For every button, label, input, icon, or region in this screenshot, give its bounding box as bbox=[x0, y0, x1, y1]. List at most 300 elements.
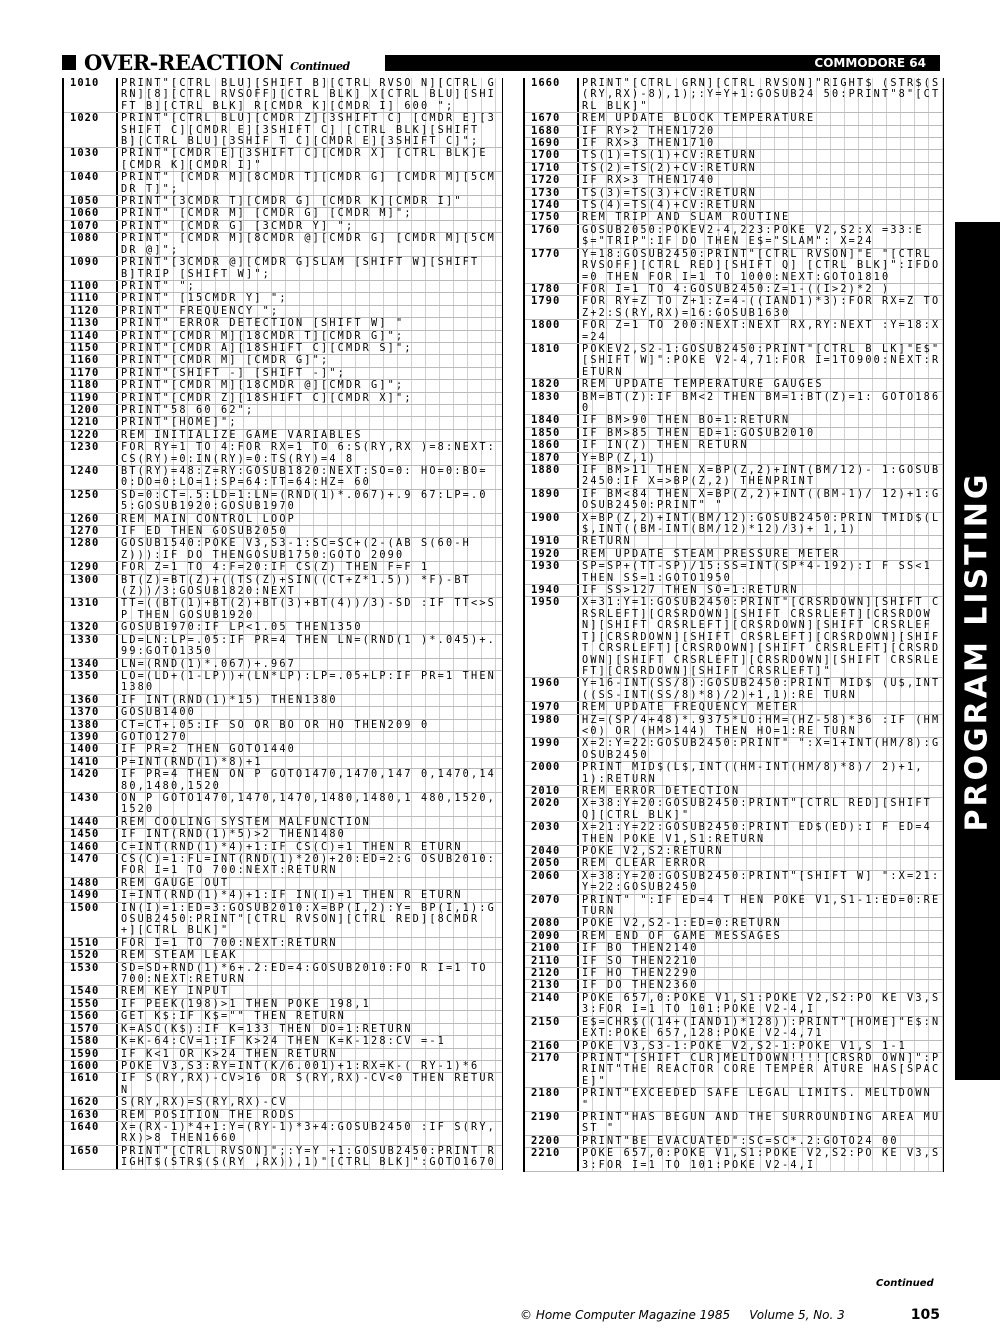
line-code: PRINT"[CMDR M][18CMDR @][CMDR G]"; bbox=[118, 380, 502, 391]
listing-column-left bbox=[62, 78, 503, 1170]
line-number: 1040 bbox=[64, 172, 118, 195]
listing-line bbox=[525, 379, 943, 391]
line-number: 2010 bbox=[525, 786, 579, 797]
listing-line bbox=[64, 793, 502, 817]
line-code: SD=SD+RND(1)*6+.2:ED=4:GOSUB2010:FO R I=1 TO 700:NEXT:RETURN bbox=[118, 963, 502, 986]
line-number: 1090 bbox=[64, 257, 118, 280]
listing-line bbox=[64, 368, 502, 380]
line-code: REM COOLING SYSTEM MALFUNCTION bbox=[118, 817, 502, 828]
line-number: 1310 bbox=[64, 598, 118, 621]
line-code: POKE V2,S2:RETURN bbox=[579, 846, 943, 857]
line-number: 2180 bbox=[525, 1088, 579, 1111]
line-number: 2050 bbox=[525, 858, 579, 869]
line-code: I=INT(RND(1)*4)+1:IF IN(I)=1 THEN R ETURN bbox=[118, 890, 502, 901]
line-code: REM ERROR DETECTION bbox=[579, 786, 943, 797]
line-code: TS(1)=TS(1)+CV:RETURN bbox=[579, 150, 943, 161]
listing-line bbox=[525, 931, 943, 943]
line-number: 2040 bbox=[525, 846, 579, 857]
line-number: 1910 bbox=[525, 536, 579, 547]
line-code: POKE V2,S2-1:ED=0:RETURN bbox=[579, 918, 943, 929]
line-code: TS(2)=TS(2)+CV:RETURN bbox=[579, 163, 943, 174]
line-code: PRINT"[CTRL RVSON]";:Y=Y +1:GOSUB2450:PRINT RIGHT$(STR$(S(RY ,RX)),1)"[CTRL BLK]":GOTO1670 bbox=[118, 1146, 502, 1169]
line-number: 1630 bbox=[64, 1110, 118, 1121]
listing-line bbox=[64, 562, 502, 574]
listing-line bbox=[525, 968, 943, 980]
listing-line bbox=[525, 549, 943, 561]
listing-line bbox=[525, 943, 943, 955]
line-code: IF RX>3 THEN1740 bbox=[579, 175, 943, 186]
listing-line bbox=[64, 538, 502, 562]
line-number: 1560 bbox=[64, 1011, 118, 1022]
line-number: 1680 bbox=[525, 126, 579, 137]
line-code: IF HO THEN2290 bbox=[579, 968, 943, 979]
listing-line bbox=[64, 442, 502, 466]
platform-label: COMMODORE 64 bbox=[814, 56, 926, 70]
listing-line bbox=[525, 163, 943, 175]
line-code: REM TRIP AND SLAM ROUTINE bbox=[579, 212, 943, 223]
line-code: Y=BP(Z,1) bbox=[579, 453, 943, 464]
listing-line bbox=[64, 490, 502, 514]
line-code: IF PR=2 THEN GOTO1440 bbox=[118, 744, 502, 755]
line-code: POKE V3,S3:RY=INT(K/6.001)+1:RX=K-( RY-1)*6 bbox=[118, 1061, 502, 1072]
line-code: GOSUB1400 bbox=[118, 707, 502, 718]
line-code: PRINT"[3CMDR @][CMDR G]SLAM [SHIFT W][SHIFT B]TRIP [SHIFT W]"; bbox=[118, 257, 502, 280]
line-code: PRINT"[CMDR E][3SHIFT C][CMDR X] [CTRL BLK]E[CMDR K][CMDR I]" bbox=[118, 148, 502, 171]
line-number: 1020 bbox=[64, 113, 118, 147]
line-code: REM KEY INPUT bbox=[118, 986, 502, 997]
line-number: 1340 bbox=[64, 659, 118, 670]
line-number: 1390 bbox=[64, 732, 118, 743]
listing-line bbox=[64, 903, 502, 938]
line-number: 2020 bbox=[525, 798, 579, 821]
line-code: IF INT(RND(1)*5)>2 THEN1480 bbox=[118, 829, 502, 840]
listing-line bbox=[64, 1073, 502, 1097]
line-code: IF IN(Z) THEN RETURN bbox=[579, 440, 943, 451]
line-code: K=ASC(K$):IF K=133 THEN DO=1:RETURN bbox=[118, 1024, 502, 1035]
page-footer bbox=[520, 1308, 940, 1322]
line-number: 1940 bbox=[525, 585, 579, 596]
listing-line bbox=[525, 513, 943, 537]
listing-line bbox=[64, 890, 502, 902]
line-code: PRINT" [CMDR G] [3CMDR Y] "; bbox=[118, 221, 502, 232]
listing-line bbox=[64, 318, 502, 330]
continued-footer-label: Continued bbox=[876, 1278, 934, 1289]
line-code: PRINT"58 60 62"; bbox=[118, 405, 502, 416]
listing-line bbox=[64, 1122, 502, 1146]
line-code: POKE 657,0:POKE V1,S1:POKE V2,S2:PO KE V3,S3:FOR I=1 TO 101:POKE V2-4,I bbox=[579, 993, 943, 1016]
line-number: 1720 bbox=[525, 175, 579, 186]
line-code: REM MAIN CONTROL LOOP bbox=[118, 514, 502, 525]
line-number: 2140 bbox=[525, 993, 579, 1016]
listing-line bbox=[64, 148, 502, 172]
line-code: CT=CT+.05:IF SO OR BO OR HO THEN209 0 bbox=[118, 720, 502, 731]
line-number: 1370 bbox=[64, 707, 118, 718]
line-number: 1850 bbox=[525, 428, 579, 439]
line-number: 1900 bbox=[525, 513, 579, 536]
line-number: 1440 bbox=[64, 817, 118, 828]
line-number: 1470 bbox=[64, 854, 118, 877]
line-code: PRINT MID$(L$,INT((HM-INT(HM/8)*8)/ 2)+1,1):RETURN bbox=[579, 762, 943, 785]
line-code: PRINT" "; bbox=[118, 281, 502, 292]
line-number: 1950 bbox=[525, 597, 579, 677]
line-code: FOR I=1 TO 700:NEXT:RETURN bbox=[118, 938, 502, 949]
line-code: X=(RX-1)*4+1:Y=(RY-1)*3+4:GOSUB2450 :IF S(RY,RX)>8 THEN1660 bbox=[118, 1122, 502, 1145]
line-code: REM UPDATE FREQUENCY METER bbox=[579, 702, 943, 713]
listing-line bbox=[64, 769, 502, 793]
listing-line bbox=[64, 514, 502, 526]
listing-line bbox=[525, 212, 943, 224]
listing-line bbox=[64, 1146, 502, 1170]
listing-line bbox=[64, 720, 502, 732]
line-number: 1810 bbox=[525, 344, 579, 378]
listing-line bbox=[64, 999, 502, 1011]
listing-line bbox=[525, 762, 943, 786]
listing-line bbox=[64, 950, 502, 962]
listing-line bbox=[64, 1097, 502, 1109]
line-code: PRINT" [CMDR M] [CMDR G] [CMDR M]"; bbox=[118, 208, 502, 219]
listing-line bbox=[525, 489, 943, 513]
line-code: IF INT(RND(1)*15) THEN1380 bbox=[118, 695, 502, 706]
listing-line bbox=[64, 1110, 502, 1122]
listing-line bbox=[525, 284, 943, 296]
listing-line bbox=[64, 257, 502, 281]
line-number: 1750 bbox=[525, 212, 579, 223]
line-number: 1520 bbox=[64, 950, 118, 961]
listing-column-right bbox=[523, 77, 949, 1172]
listing-line bbox=[525, 1112, 943, 1136]
listing-line bbox=[64, 306, 502, 318]
issue-text: Volume 5, No. 3 bbox=[749, 1308, 845, 1322]
line-number: 1240 bbox=[64, 466, 118, 489]
line-code: IF BM<84 THEN X=BP(Z,2)+INT((BM-1)/ 12)+1:GOSUB2450:PRINT" " bbox=[579, 489, 943, 512]
platform-banner bbox=[385, 55, 940, 71]
line-code: IF BM>85 THEN ED=1:GOSUB2010 bbox=[579, 428, 943, 439]
line-code: X=38:Y=20:GOSUB2450:PRINT"[SHIFT W] ":X=21:Y=22:GOSUB2450 bbox=[579, 871, 943, 894]
line-code: PRINT"[SHIFT -] [SHIFT -]"; bbox=[118, 368, 502, 379]
article-title bbox=[84, 50, 350, 75]
listing-line bbox=[525, 822, 943, 846]
line-number: 1970 bbox=[525, 702, 579, 713]
listing-line bbox=[525, 918, 943, 930]
line-code: PRINT"BE EVACUATED":SC=SC*.2:GOTO24 00 bbox=[579, 1136, 943, 1147]
listing-line bbox=[64, 430, 502, 442]
line-number: 1790 bbox=[525, 296, 579, 319]
listing-line bbox=[64, 293, 502, 305]
line-code: LN=(RND(1)*.067)+.967 bbox=[118, 659, 502, 670]
listing-line bbox=[525, 678, 943, 702]
line-code: REM POSITION THE RODS bbox=[118, 1110, 502, 1121]
line-number: 1920 bbox=[525, 549, 579, 560]
line-number: 1270 bbox=[64, 526, 118, 537]
line-code: REM END OF GAME MESSAGES bbox=[579, 931, 943, 942]
line-number: 1700 bbox=[525, 150, 579, 161]
listing-line bbox=[525, 138, 943, 150]
line-number: 1070 bbox=[64, 221, 118, 232]
line-code: BM=BT(Z):IF BM<2 THEN BM=1:BT(Z)=1: GOTO1860 bbox=[579, 392, 943, 415]
line-number: 1730 bbox=[525, 188, 579, 199]
line-code: REM UPDATE STEAM PRESSURE METER bbox=[579, 549, 943, 560]
line-number: 1500 bbox=[64, 903, 118, 937]
line-code: IF ED THEN GOSUB2050 bbox=[118, 526, 502, 537]
listing-line bbox=[64, 526, 502, 538]
line-number: 2130 bbox=[525, 980, 579, 991]
line-code: PRINT"HAS BEGUN AND THE SURROUNDING AREA MUST " bbox=[579, 1112, 943, 1135]
line-number: 1590 bbox=[64, 1049, 118, 1060]
article-title-text: OVER-REACTION bbox=[84, 50, 284, 75]
line-number: 1160 bbox=[64, 355, 118, 366]
line-number: 1670 bbox=[525, 113, 579, 124]
line-code: REM GAUGE OUT bbox=[118, 878, 502, 889]
line-number: 2190 bbox=[525, 1112, 579, 1135]
line-number: 1990 bbox=[525, 738, 579, 761]
listing-line bbox=[525, 858, 943, 870]
listing-line bbox=[525, 715, 943, 739]
line-number: 1800 bbox=[525, 320, 579, 343]
line-code: PRINT"[CMDR M] [CMDR G]"; bbox=[118, 355, 502, 366]
line-code: PRINT"[CMDR Z][18SHIFT C][CMDR X]"; bbox=[118, 393, 502, 404]
listing-line bbox=[525, 415, 943, 427]
line-number: 1150 bbox=[64, 343, 118, 354]
line-number: 1870 bbox=[525, 453, 579, 464]
line-code: X=21:Y=22:GOSUB2450:PRINT ED$(ED):I F ED=4 THEN POKE V1,S1:RETURN bbox=[579, 822, 943, 845]
listing-line bbox=[64, 1024, 502, 1036]
line-code: IF RX>3 THEN1710 bbox=[579, 138, 943, 149]
listing-line bbox=[64, 113, 502, 148]
listing-line bbox=[64, 744, 502, 756]
line-code: IF PEEK(198)>1 THEN POKE 198,1 bbox=[118, 999, 502, 1010]
line-number: 2160 bbox=[525, 1041, 579, 1052]
listing-line bbox=[525, 392, 943, 416]
line-number: 1600 bbox=[64, 1061, 118, 1072]
line-code: PRINT"[CTRL BLU][CMDR Z][3SHIFT C] [CMDR E][3SHIFT C][CMDR E][3SHIFT C] [CTRL BLK][SHIFT B][CTRL BLU][3SHIF T C][CMDR E][3SHIFT C]"; bbox=[118, 113, 502, 147]
line-number: 1760 bbox=[525, 225, 579, 248]
line-number: 1250 bbox=[64, 490, 118, 513]
line-number: 1280 bbox=[64, 538, 118, 561]
listing-line bbox=[64, 707, 502, 719]
listing-line bbox=[64, 635, 502, 659]
listing-line bbox=[64, 854, 502, 878]
line-code: PRINT" ERROR DETECTION [SHIFT W] " bbox=[118, 318, 502, 329]
listing-line bbox=[64, 963, 502, 987]
line-number: 1180 bbox=[64, 380, 118, 391]
line-code: IF DO THEN2360 bbox=[579, 980, 943, 991]
line-code: Y=18:GOSUB2450:PRINT"[CTRL RVSON]"E "[CTRL RVSOFF][CTRL RED][SHIFT Q] [CTRL BLK]":IFDO=0 THEN FOR I=1 TO 1000:NEXT:GOTO1810 bbox=[579, 249, 943, 283]
listing-line bbox=[525, 1053, 943, 1088]
line-number: 1830 bbox=[525, 392, 579, 415]
line-number: 1260 bbox=[64, 514, 118, 525]
line-code: X=38:Y=20:GOSUB2450:PRINT"[CTRL RED][SHIFT Q][CTRL BLK]" bbox=[579, 798, 943, 821]
line-code: GET K$:IF K$="" THEN RETURN bbox=[118, 1011, 502, 1022]
line-number: 1570 bbox=[64, 1024, 118, 1035]
line-number: 1030 bbox=[64, 148, 118, 171]
listing-line bbox=[525, 113, 943, 125]
line-code: PRINT" FREQUENCY "; bbox=[118, 306, 502, 317]
line-number: 1290 bbox=[64, 562, 118, 573]
listing-line bbox=[525, 738, 943, 762]
listing-line bbox=[64, 938, 502, 950]
line-number: 2120 bbox=[525, 968, 579, 979]
line-code: PRINT"[3CMDR T][CMDR G] [CMDR K][CMDR I]" bbox=[118, 196, 502, 207]
line-code: HZ=(SP/4+48)*.9375*LO:HM=(HZ-58)*36 :IF (HM<0) OR (HM>144) THEN HO=1:RE TURN bbox=[579, 715, 943, 738]
listing-line bbox=[525, 225, 943, 249]
line-number: 2200 bbox=[525, 1136, 579, 1147]
line-code: X=31:Y=1:GOSUB2450:PRINT"[CRSRDOWN][SHIFT CRSRLEFT][CRSRDOWN][SHIFT CRSRLEFT][CRSRDOWN][SHIFT CRSRLEFT][CRSRDOWN][SHIFT CRSRLEFT][CRSRDOWN][SHIFT CRSRLEFT][CRSRDOWN][SHIFT CRSRLEFT][CRSRDOWN][SHIFT CRSRLEFT][CRSRDOWN][SHIFT CRSRLEFT][CRSRDOWN][SHIFT CRSRLEFT][CRSRDOWN][SHIFT CRSRLEFT]" bbox=[579, 597, 943, 677]
line-code: FOR RY=1 TO 4:FOR RX=1 TO 6:S(RY,RX )=8:NEXT:CS(RY)=0:IN(RY)=0:TS(RY)=4 8 bbox=[118, 442, 502, 465]
listing-line bbox=[64, 331, 502, 343]
line-code: FOR I=1 TO 4:GOSUB2450:Z=1-((I>2)*2 ) bbox=[579, 284, 943, 295]
line-code: PRINT" ":IF ED=4 T HEN POKE V1,S1-1:ED=0:RETURN bbox=[579, 895, 943, 918]
header-square-icon bbox=[62, 55, 76, 70]
listing-line bbox=[64, 829, 502, 841]
line-code: Y=16-INT(SS/8):GOSUB2450:PRINT MID$ (U$,INT((SS-INT(SS/8)*8)/2)+1,1):RE TURN bbox=[579, 678, 943, 701]
page-number: 105 bbox=[910, 1307, 940, 1323]
line-code: POKE 657,0:POKE V1,S1:POKE V2,S2:PO KE V3,S3:FOR I=1 TO 101:POKE V2-4,I bbox=[579, 1148, 943, 1171]
line-number: 1480 bbox=[64, 878, 118, 889]
listing-line bbox=[64, 78, 502, 113]
listing-line bbox=[525, 597, 943, 678]
line-number: 1740 bbox=[525, 200, 579, 211]
page-header bbox=[62, 52, 940, 74]
line-number: 1220 bbox=[64, 430, 118, 441]
line-number: 1660 bbox=[525, 78, 579, 112]
line-number: 1510 bbox=[64, 938, 118, 949]
listing-line bbox=[64, 196, 502, 208]
listing-line bbox=[525, 536, 943, 548]
line-code: IF SO THEN2210 bbox=[579, 956, 943, 967]
line-number: 1710 bbox=[525, 163, 579, 174]
listing-line bbox=[64, 466, 502, 490]
line-number: 1930 bbox=[525, 561, 579, 584]
line-number: 1010 bbox=[64, 78, 118, 112]
line-code: IF BO THEN2140 bbox=[579, 943, 943, 954]
listing-line bbox=[525, 453, 943, 465]
line-number: 1430 bbox=[64, 793, 118, 816]
line-code: PRINT"[CMDR A][18SHIFT C][CMDR S]"; bbox=[118, 343, 502, 354]
listing-line bbox=[525, 295, 949, 320]
line-number: 2210 bbox=[525, 1148, 579, 1171]
listing-line bbox=[525, 320, 943, 344]
line-code: REM UPDATE TEMPERATURE GAUGES bbox=[579, 379, 943, 390]
line-number: 1320 bbox=[64, 622, 118, 633]
line-code: REM UPDATE BLOCK TEMPERATURE bbox=[579, 113, 943, 124]
line-code: FOR Z=1 TO 200:NEXT:NEXT RX,RY:NEXT :Y=18:X=24 bbox=[579, 320, 943, 343]
listing-line bbox=[525, 980, 943, 992]
line-code: GOSUB2050:POKEV2-4,223:POKE V2,S2:X =33:E$="TRIP":IF DO THEN E$="SLAM": X=24 bbox=[579, 225, 943, 248]
listing-line bbox=[525, 249, 943, 284]
line-code: RETURN bbox=[579, 536, 943, 547]
section-tab-label-wrap bbox=[955, 222, 1000, 1080]
line-number: 2060 bbox=[525, 871, 579, 894]
copyright-text: © Home Computer Magazine 1985 bbox=[520, 1308, 731, 1322]
listing-line bbox=[525, 786, 943, 798]
listing-line bbox=[525, 78, 943, 113]
listing-line bbox=[64, 405, 502, 417]
line-number: 2070 bbox=[525, 895, 579, 918]
listing-line bbox=[525, 428, 943, 440]
listing-line bbox=[525, 993, 943, 1017]
line-code: SD=0:CT=.5:LD=1:LN=(RND(1)*.067)+.9 67:LP=.05:GOSUB1920:GOSUB1970 bbox=[118, 490, 502, 513]
listing-line bbox=[64, 172, 502, 196]
listing-line bbox=[64, 233, 502, 257]
line-number: 1360 bbox=[64, 695, 118, 706]
listing-line bbox=[64, 659, 502, 671]
line-number: 1530 bbox=[64, 963, 118, 986]
line-number: 1540 bbox=[64, 986, 118, 997]
listing-line bbox=[525, 702, 943, 714]
line-code: SP=SP+(TT-SP)/15:SS=INT(SP*4-192):I F SS<1 THEN SS=1:GOTO1950 bbox=[579, 561, 943, 584]
line-number: 1780 bbox=[525, 284, 579, 295]
line-code: BT(Z)=BT(Z)+((TS(Z)+SIN((CT+Z*1.5)) *F)-BT(Z))/3:GOSUB1820:NEXT bbox=[118, 575, 502, 598]
listing-line bbox=[64, 221, 502, 233]
line-number: 1140 bbox=[64, 331, 118, 342]
listing-line bbox=[525, 465, 943, 489]
line-code: IF BM>90 THEN BO=1:RETURN bbox=[579, 415, 943, 426]
listing-line bbox=[64, 380, 502, 392]
line-code: PRINT"[CMDR M][18CMDR T][CMDR G]"; bbox=[118, 331, 502, 342]
line-code: IN(I)=1:ED=3:GOSUB2010:X=BP(I,2):Y= BP(I,1):GOSUB2450:PRINT"[CTRL RVSON][CTRL RED][8CMDR +][CTRL BLK]" bbox=[118, 903, 502, 937]
listing-line bbox=[64, 695, 502, 707]
line-code: LO=(LD+(1-LP))+(LN*LP):LP=.05+LP:IF PR=1 THEN1380 bbox=[118, 671, 502, 694]
line-code: C=INT(RND(1)*4)+1:IF CS(C)=1 THEN R ETURN bbox=[118, 842, 502, 853]
listing-line bbox=[64, 393, 502, 405]
listing-line bbox=[64, 208, 502, 220]
line-number: 1960 bbox=[525, 678, 579, 701]
listing-line bbox=[64, 281, 502, 293]
line-code: TT=((BT(1)+BT(2)+BT(3)+BT(4))/3)-SD :IF TT<>SP THEN GOSUB1920 bbox=[118, 598, 502, 621]
listing-line bbox=[525, 188, 943, 200]
line-number: 1980 bbox=[525, 715, 579, 738]
listing-line bbox=[525, 846, 943, 858]
listing-line bbox=[64, 671, 502, 695]
line-number: 1410 bbox=[64, 757, 118, 768]
line-number: 1640 bbox=[64, 1122, 118, 1145]
listing-line bbox=[525, 798, 943, 822]
listing-line bbox=[525, 1041, 943, 1053]
line-code: X=BP(Z,2)+INT(BM/12):GOSUB2450:PRIN TMID$(L$,INT((BM-INT(BM/12)*12)/3)+ 1,1) bbox=[579, 513, 943, 536]
line-code: IF S(RY,RX)-CV>16 OR S(RY,RX)-CV<0 THEN RETURN bbox=[118, 1073, 502, 1096]
listing-line bbox=[525, 871, 943, 895]
line-number: 1770 bbox=[525, 249, 579, 283]
listing-line bbox=[64, 1011, 502, 1023]
listing-line bbox=[64, 598, 502, 622]
line-number: 1130 bbox=[64, 318, 118, 329]
continued-label: Continued bbox=[290, 60, 350, 73]
line-code: REM STEAM LEAK bbox=[118, 950, 502, 961]
listing-line bbox=[64, 1061, 502, 1073]
listing-line bbox=[525, 1088, 943, 1112]
listing-line bbox=[525, 440, 943, 452]
listing-line bbox=[64, 622, 502, 634]
line-number: 1490 bbox=[64, 890, 118, 901]
line-code: REM CLEAR ERROR bbox=[579, 858, 943, 869]
line-code: TS(4)=TS(4)+CV:RETURN bbox=[579, 200, 943, 211]
listing-line bbox=[64, 1049, 502, 1061]
listing-line bbox=[64, 878, 502, 890]
line-code: BT(RY)=48:Z=RY:GOSUB1820:NEXT:SO=0: HO=0:BO=0:DO=0:LO=1:SP=64:TT=64:HZ= 60 bbox=[118, 466, 502, 489]
line-code: GOTO1270 bbox=[118, 732, 502, 743]
listing-line bbox=[64, 417, 502, 429]
listing-line bbox=[64, 986, 502, 998]
line-number: 1860 bbox=[525, 440, 579, 451]
line-number: 1460 bbox=[64, 842, 118, 853]
line-number: 1890 bbox=[525, 489, 579, 512]
line-number: 2110 bbox=[525, 956, 579, 967]
listing-line bbox=[525, 344, 943, 379]
listing-line bbox=[64, 343, 502, 355]
line-number: 1380 bbox=[64, 720, 118, 731]
line-code: CS(C)=1:FL=INT(RND(1)*20)+20:ED=2:G OSUB2010:FOR I=1 TO 700:NEXT:RETURN bbox=[118, 854, 502, 877]
line-number: 1620 bbox=[64, 1097, 118, 1108]
